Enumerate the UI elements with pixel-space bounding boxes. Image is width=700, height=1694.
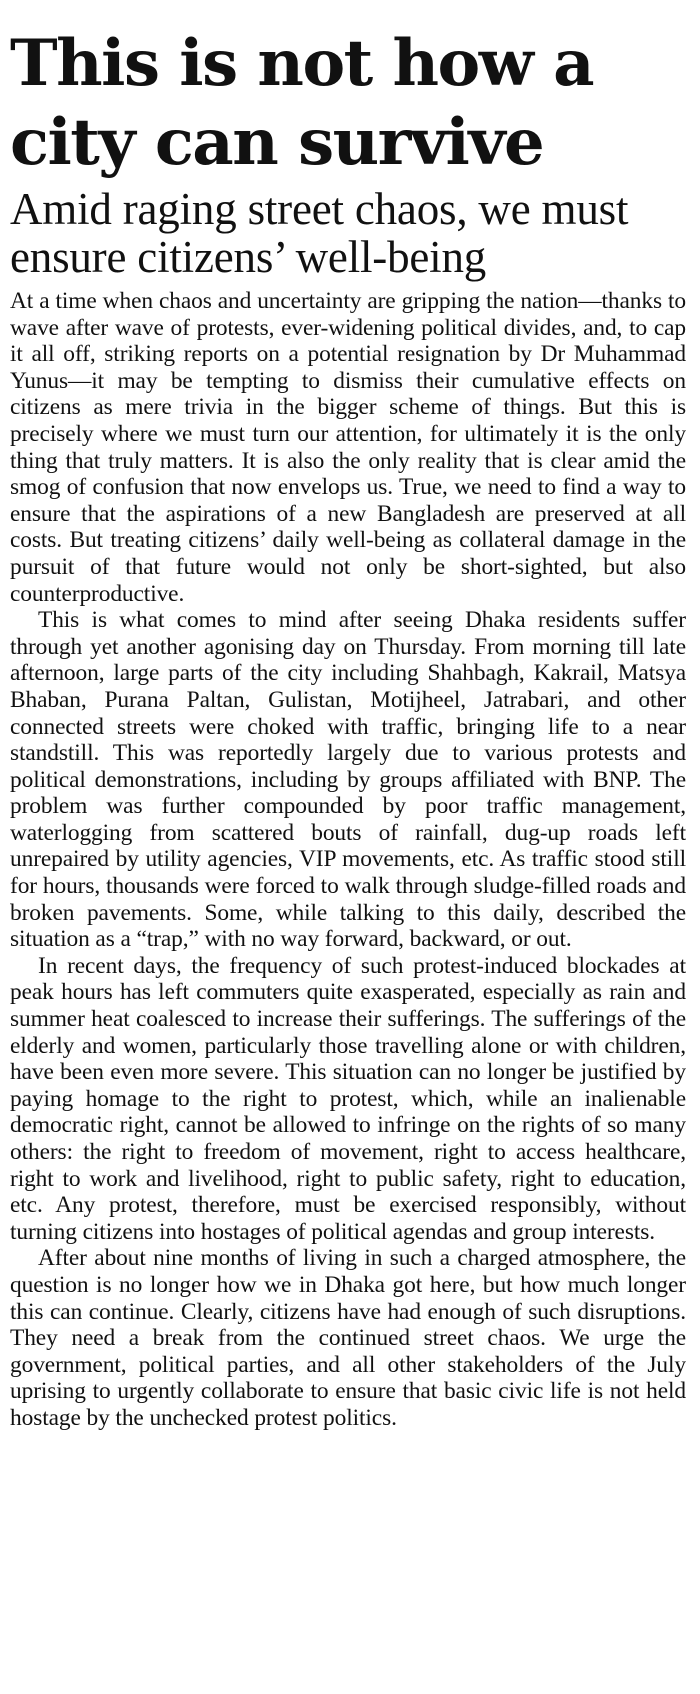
body-paragraph-4: After about nine months of living in such a charged atmosphere, the question is no longer how we in Dhaka got here, but how much longer this can continue. Clearly, citizens have had enough of such disruptions. They need a break from the continued street chaos. We urge the government, political parties, and all other stakeholders of the July uprising to urgently collaborate to ensure that basic civic life is not held hostage by the unchecked protest politics. xyxy=(10,1245,686,1431)
article-body xyxy=(10,288,686,1432)
body-paragraph-2: This is what comes to mind after seeing Dhaka residents suffer through yet another agonising day on Thursday. From morning till late afternoon, large parts of the city including Shahbagh, Kakrail, Matsya Bhaban, Purana Paltan, Gulistan, Motijheel, Jatrabari, and other connected streets were choked with traffic, bringing life to a near standstill. This was reportedly largely due to various protests and political demonstrations, including by groups affiliated with BNP. The problem was further compounded by poor traffic management, waterlogging from scattered bouts of rainfall, dug-up roads left unrepaired by utility agencies, VIP movements, etc. As traffic stood still for hours, thousands were forced to walk through sludge-filled roads and broken pavements. Some, while talking to this daily, described the situation as a “trap,” with no way forward, backward, or out. xyxy=(10,607,686,953)
body-paragraph-3: In recent days, the frequency of such protest-induced blockades at peak hours has left commuters quite exasperated, especially as rain and summer heat coalesced to increase their sufferings. The sufferings of the elderly and women, particularly those travelling alone or with children, have been even more severe. This situation can no longer be justified by paying homage to the right to protest, which, while an inalienable democratic right, cannot be allowed to infringe on the rights of so many others: the right to freedom of movement, right to access healthcare, right to work and livelihood, right to public safety, right to education, etc. Any protest, therefore, must be exercised responsibly, without turning citizens into hostages of political agendas and group interests. xyxy=(10,952,686,1245)
article-subheadline: Amid raging street chaos, we must ensure citizens’ well-being xyxy=(10,184,629,282)
body-paragraph-1: At a time when chaos and uncertainty are gripping the nation—thanks to wave after wave of protests, ever-widening political divides, and, to cap it all off, striking reports on a potential resignation by Dr Muhammad Yunus—it may be tempting to dismiss their cumulative effects on citizens as mere trivia in the bigger scheme of things. But this is precisely where we must turn our attention, for ultimately it is the only thing that truly matters. It is also the only reality that is clear amid the smog of confusion that now envelops us. True, we need to find a way to ensure that the aspirations of a new Bangladesh are preserved at all costs. But treating citizens’ daily well-being as collateral damage in the pursuit of that future would not only be short-sighted, but also counterproductive. xyxy=(10,288,686,607)
article-headline: This is not how a city can survive xyxy=(10,26,594,180)
editorial-article xyxy=(10,24,686,1432)
